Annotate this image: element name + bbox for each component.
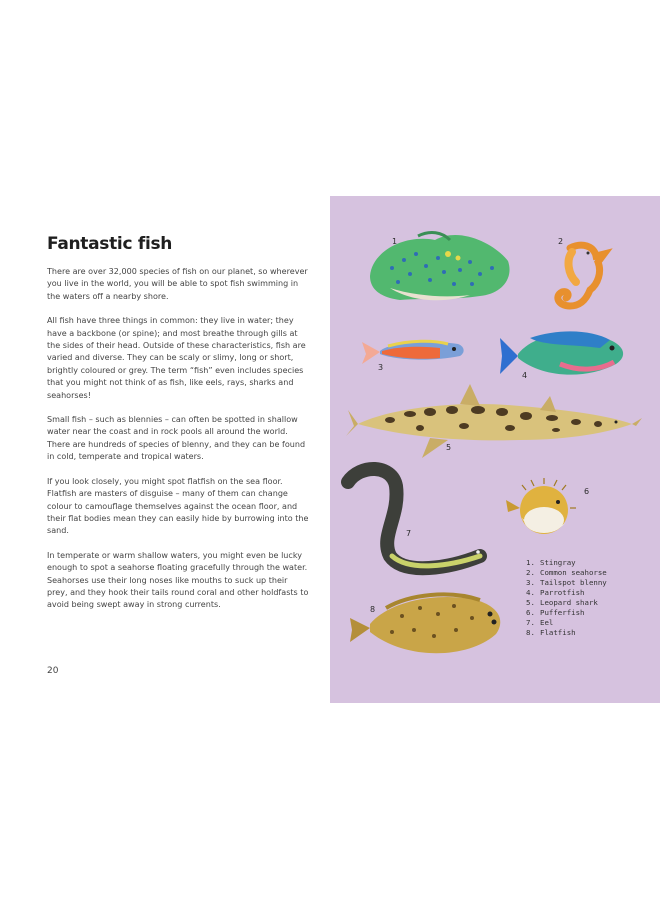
- tailspot-blenny-illustration: [362, 341, 464, 364]
- legend-item: 8. Flatfish: [526, 628, 576, 637]
- marker-7: 7: [406, 529, 412, 538]
- fish-illustration: [330, 196, 660, 703]
- legend-item: 2. Common seahorse: [526, 568, 607, 577]
- paragraph-blennies: Small fish – such as blennies – can often be spotted in shallow water near the coast and in rock pools all around the world. There are hundreds of species of blenny, and they can be found in cold, temperate and tropical waters.: [47, 415, 306, 462]
- legend-item: 6. Pufferfish: [526, 608, 585, 617]
- paragraph-seahorses: In temperate or warm shallow waters, you might even be lucky enough to spot a seahorse floating gracefully through the water. Seahorses use their long noses like mouths to suck up their prey, and they hook their tails round coral and other holdfasts to avoid being swept away in strong currents.: [47, 550, 309, 610]
- marker-6: 6: [584, 487, 590, 496]
- legend-item: 1. Stingray: [526, 558, 576, 567]
- marker-3: 3: [378, 363, 384, 372]
- legend-item: 4. Parrotfish: [526, 588, 585, 597]
- marker-5: 5: [446, 443, 452, 452]
- legend-item: 7. Eel: [526, 618, 554, 627]
- marker-8: 8: [370, 605, 376, 614]
- fish-illustration-panel: [330, 196, 660, 703]
- legend-item: 5. Leopard shark: [526, 598, 598, 607]
- marker-1: 1: [392, 237, 398, 246]
- paragraph-common-traits: All fish have three things in common: they live in water; they have a backbone (or spine); and most breathe through gills at the sides of their head. Outside of these characteristics, fish are varied and diverse. They can be scaly or slimy, long or short, brightly coloured or grey. The term “fish” even includes species that you might not think of as fish, like eels, rays, sharks and seahorses!: [47, 316, 306, 400]
- pufferfish-illustration: [506, 478, 576, 534]
- seahorse-illustration: [558, 245, 604, 306]
- eel-illustration: [348, 469, 480, 568]
- marker-4: 4: [522, 371, 528, 380]
- page-title: Fantastic fish: [47, 234, 173, 254]
- paragraph-flatfish: If you look closely, you might spot flatfish on the sea floor. Flatfish are masters of disguise – many of them can change colour to camouflage themselves against the ocean floor, and their flat bodies mean they can easily hide by burrowing into the sand.: [47, 476, 309, 536]
- legend-item: 3. Tailspot blenny: [526, 578, 607, 587]
- paragraph-intro: There are over 32,000 species of fish on our planet, so wherever you live in the world, you will be able to spot fish swimming in the waters off a nearby shore.: [47, 267, 308, 301]
- marker-2: 2: [558, 237, 564, 246]
- body-text: [47, 266, 309, 624]
- stingray-illustration: [370, 233, 510, 301]
- parrotfish-illustration: [500, 331, 623, 374]
- flatfish-illustration: [350, 594, 500, 653]
- page-number: 20: [47, 666, 59, 676]
- fish-legend: [526, 558, 607, 638]
- leopard-shark-illustration: [346, 384, 642, 458]
